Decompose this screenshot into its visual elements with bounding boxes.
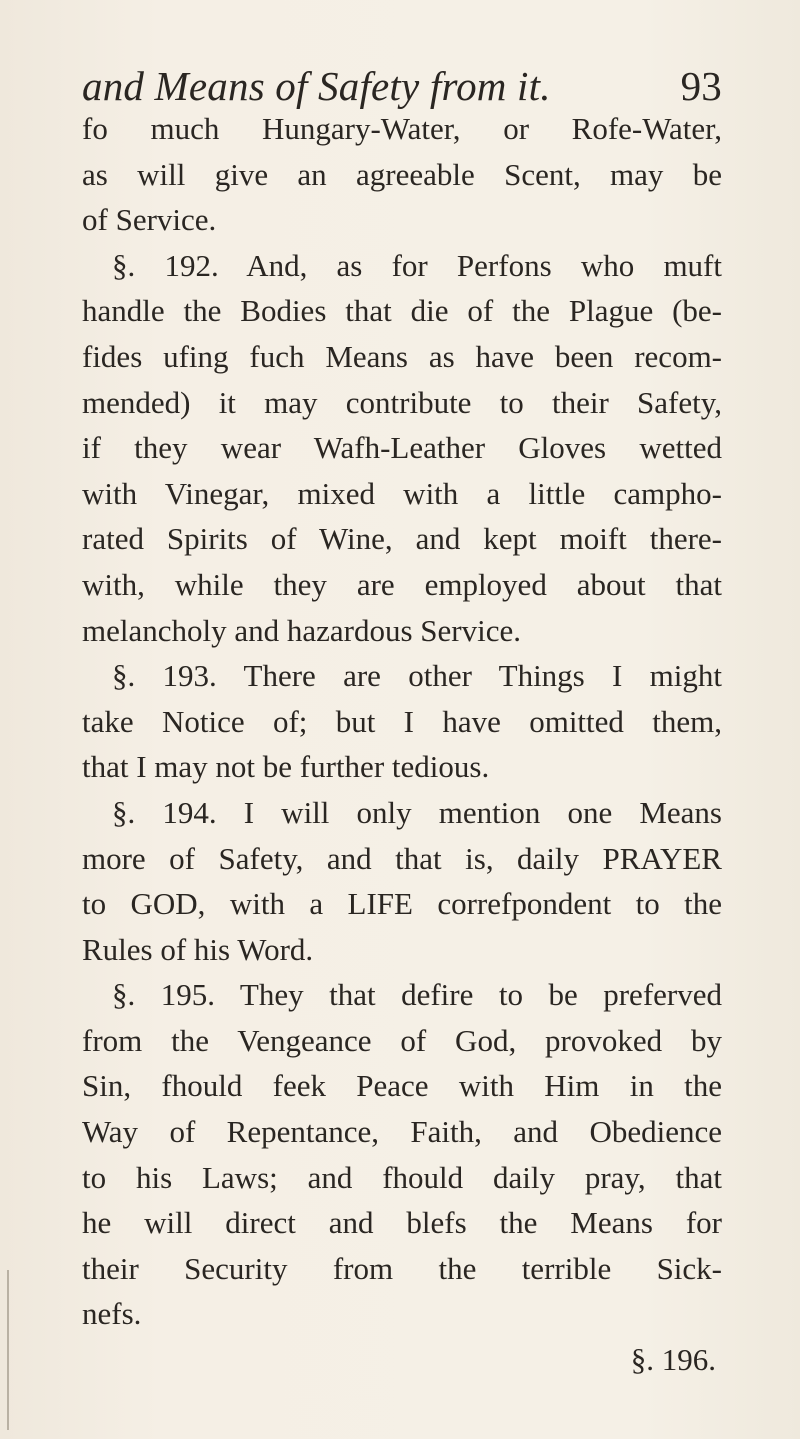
text-line: Sin, fhould feek Peace with Him in the bbox=[82, 1068, 722, 1104]
text-line: rated Spirits of Wine, and kept moift there- bbox=[82, 521, 722, 557]
text-line: that I may not be further tedious. bbox=[82, 749, 490, 785]
text-line: with, while they are employed about that bbox=[82, 566, 722, 602]
running-title: and Means of Safety from it. bbox=[82, 63, 551, 109]
section-line: §. 194. I will only mention one Means bbox=[112, 794, 722, 830]
page-number: 93 bbox=[680, 63, 722, 109]
text-line: their Security from the terrible Sick- bbox=[82, 1250, 722, 1286]
text-line: of Service. bbox=[82, 202, 217, 238]
text-line: mended) it may contribute to their Safety, bbox=[82, 384, 722, 420]
gutter-shadow bbox=[7, 1270, 9, 1430]
text-line: melancholy and hazardous Service. bbox=[82, 612, 521, 648]
text-line: take Notice of; but I have omitted them, bbox=[82, 703, 722, 739]
text-line: to his Laws; and fhould daily pray, that bbox=[82, 1159, 722, 1195]
text-line: Way of Repentance, Faith, and Obedience bbox=[82, 1114, 722, 1150]
text-line: more of Safety, and that is, daily PRAYER bbox=[82, 840, 722, 876]
text-line: nefs. bbox=[82, 1296, 142, 1332]
body-text bbox=[82, 106, 722, 1383]
section-line: §. 192. And, as for Perfons who muft bbox=[112, 247, 722, 283]
text-line: Rules of his Word. bbox=[82, 931, 314, 967]
text-line: he will direct and blefs the Means for bbox=[82, 1205, 722, 1241]
text-line: with Vinegar, mixed with a little campho- bbox=[82, 475, 722, 511]
text-line: if they wear Wafh-Leather Gloves wetted bbox=[82, 430, 722, 466]
text-line: to GOD, with a LIFE correfpondent to the bbox=[82, 886, 722, 922]
text-line: from the Vengeance of God, provoked by bbox=[82, 1022, 722, 1058]
text-line: handle the Bodies that die of the Plague (be- bbox=[82, 293, 722, 329]
text-line: as will give an agreeable Scent, may be bbox=[82, 156, 722, 192]
section-line: §. 193. There are other Things I might bbox=[112, 658, 722, 694]
section-line: §. 195. They that defire to be preferved bbox=[112, 977, 722, 1013]
text-line: fo much Hungary-Water, or Rofe-Water, bbox=[82, 111, 722, 146]
catchword: §. 196. bbox=[630, 1342, 716, 1378]
text-line: fides ufing fuch Means as have been recom- bbox=[82, 338, 722, 374]
